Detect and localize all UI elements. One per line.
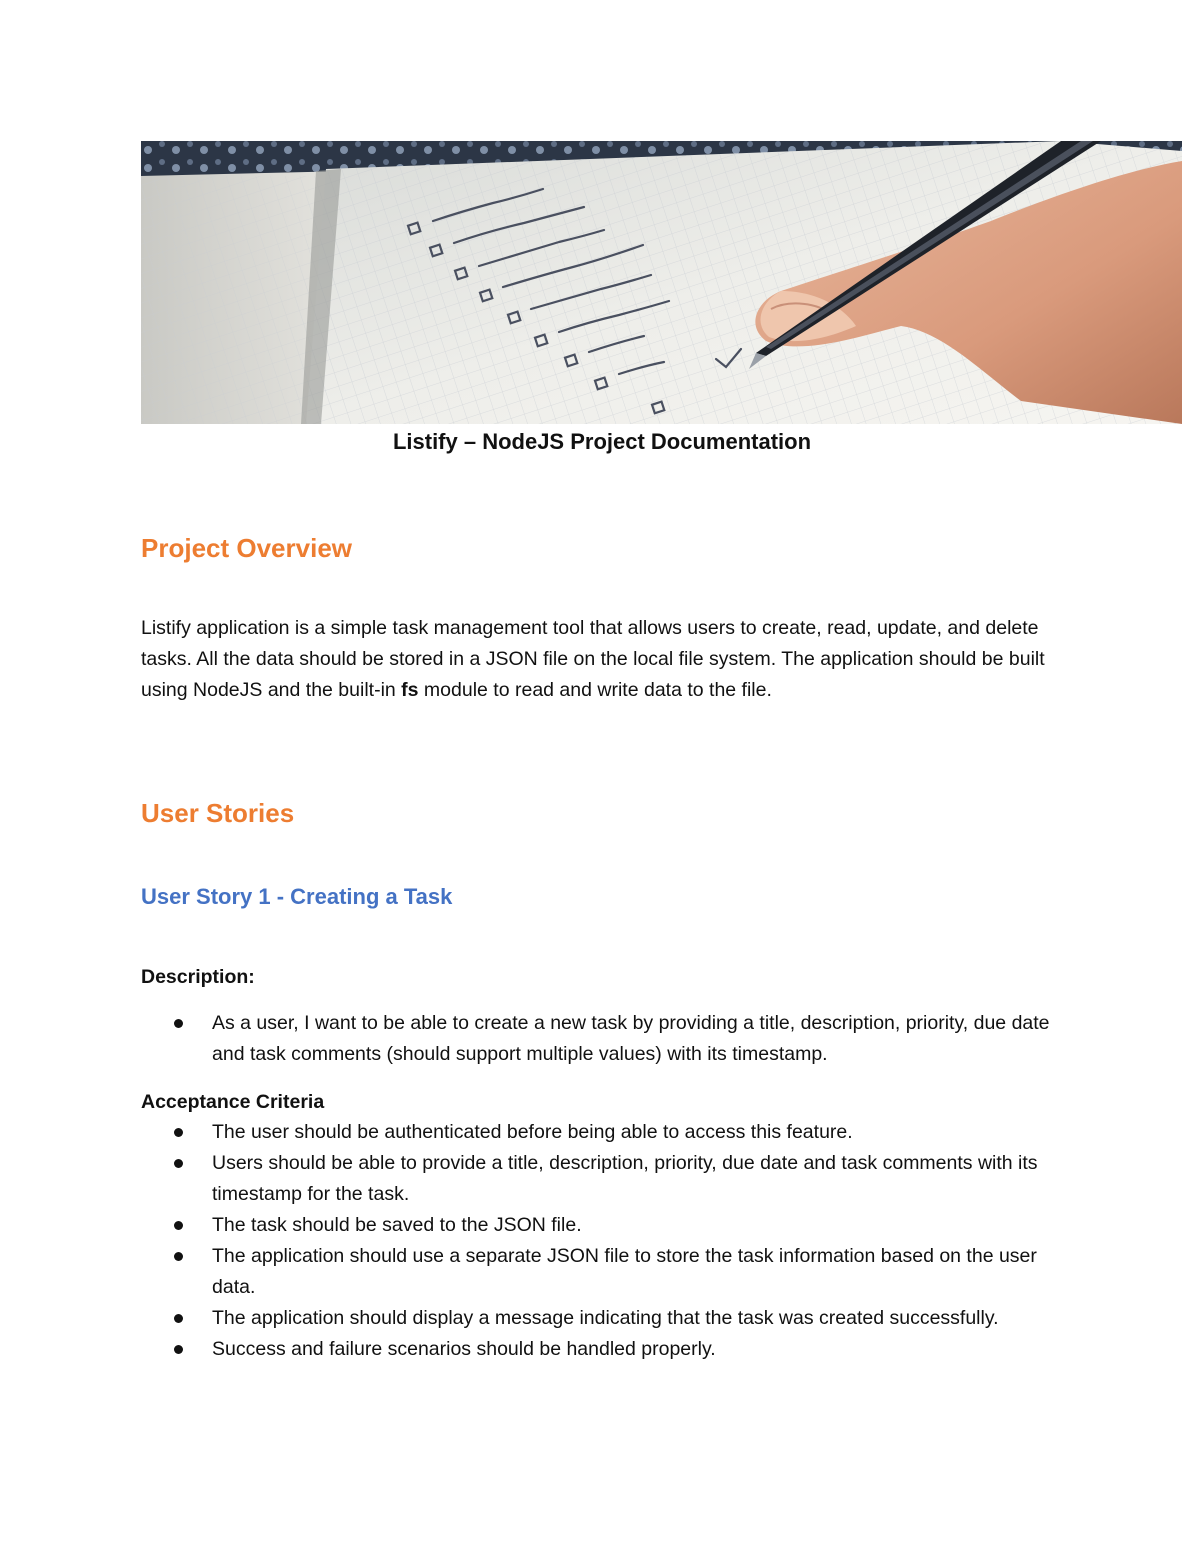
list-item-text: The task should be saved to the JSON file. [212, 1214, 582, 1236]
list-item [141, 1241, 1076, 1303]
heading-project-overview: Project Overview [141, 533, 352, 563]
heading-user-stories: User Stories [141, 798, 295, 828]
hero-image [141, 141, 1182, 424]
list-item-text: Users should be able to provide a title, description, priority, due date and task comments with its timestamp for the task. [212, 1152, 1038, 1205]
bullet-icon [174, 1252, 183, 1261]
bullet-icon [174, 1128, 183, 1137]
acceptance-criteria-label: Acceptance Criteria [141, 1091, 325, 1113]
bullet-icon [174, 1345, 183, 1354]
bullet-icon [174, 1221, 183, 1230]
list-item [141, 1303, 1076, 1334]
list-item-text: The application should display a message indicating that the task was created successfully. [212, 1307, 999, 1329]
list-item-text: Success and failure scenarios should be handled properly. [212, 1338, 716, 1360]
list-item [141, 1117, 1076, 1148]
list-item [141, 1148, 1076, 1210]
bullet-icon [174, 1019, 183, 1028]
fs-module-name: fs [401, 679, 419, 701]
overview-text-part-1: Listify application is a simple task management tool that allows users to create, read, update, and delete tasks. All the data should be stored in a JSON file on the local file system. The application should be built using NodeJS and the built-in [141, 617, 1045, 701]
description-list [141, 1008, 1076, 1070]
overview-paragraph [141, 613, 1071, 706]
list-item [141, 1210, 1076, 1241]
checklist-photo [141, 141, 1182, 424]
list-item [141, 1334, 1076, 1365]
list-item-text: The user should be authenticated before being able to access this feature. [212, 1121, 853, 1143]
list-item-text: As a user, I want to be able to create a new task by providing a title, description, priority, due date and task comments (should support multiple values) with its timestamp. [212, 1012, 1050, 1065]
document-title: Listify – NodeJS Project Documentation [392, 429, 812, 454]
acceptance-criteria-list [141, 1117, 1076, 1365]
description-label: Description: [141, 966, 255, 988]
list-item-text: The application should use a separate JSON file to store the task information based on the user data. [212, 1245, 1037, 1298]
overview-text-part-2: module to read and write data to the file. [418, 679, 772, 701]
heading-user-story-1: User Story 1 - Creating a Task [141, 884, 453, 909]
bullet-icon [174, 1159, 183, 1168]
bullet-icon [174, 1314, 183, 1323]
list-item [141, 1008, 1076, 1070]
